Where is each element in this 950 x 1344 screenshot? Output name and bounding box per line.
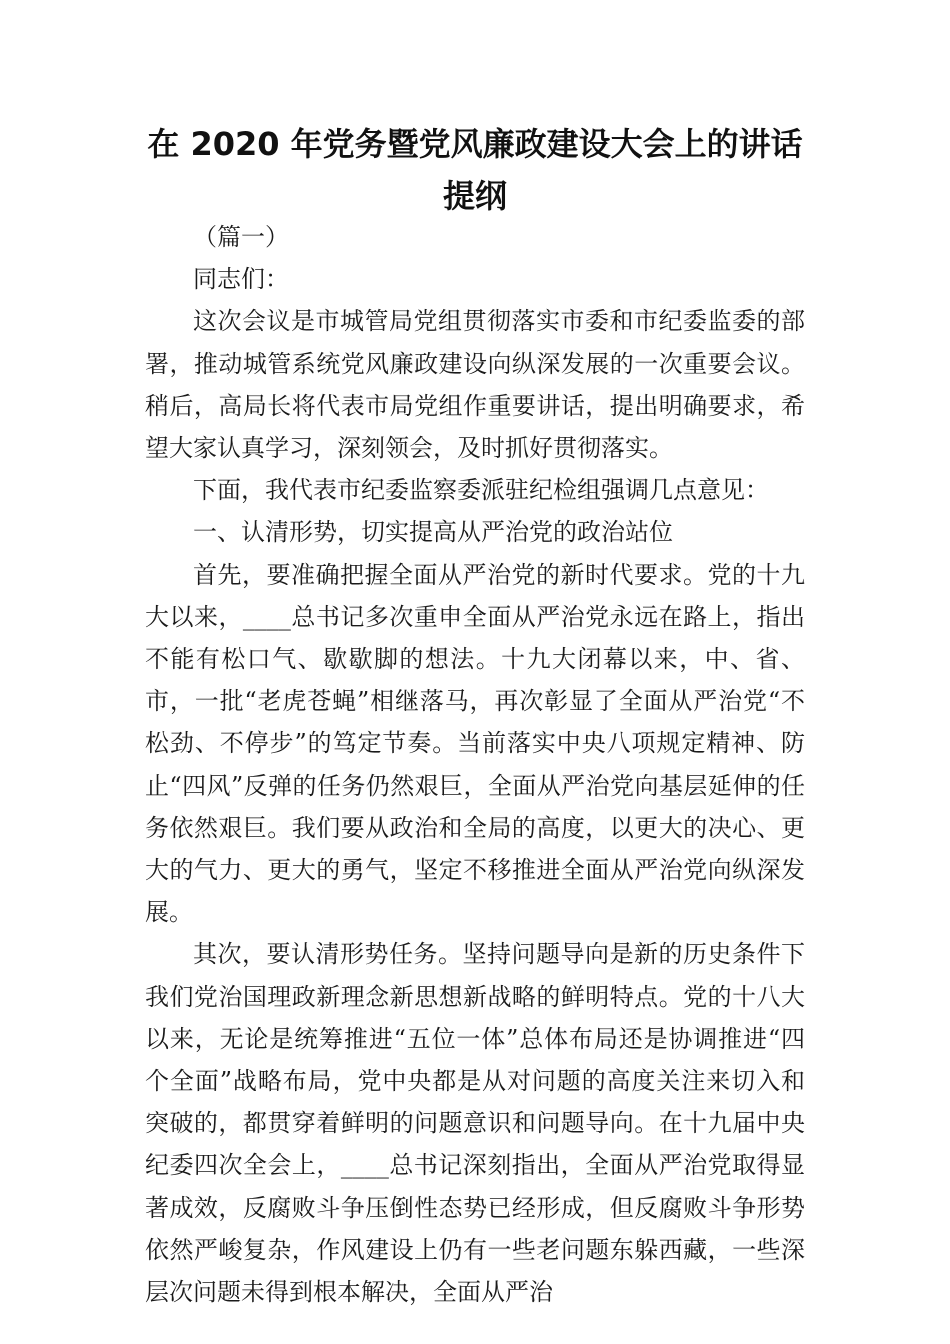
document-body [145, 216, 805, 1313]
section-heading-1: 一、认清形势，切实提高从严治党的政治站位 [193, 518, 673, 547]
salutation: 同志们： [193, 265, 289, 294]
paragraph-opinions: 下面，我代表市纪委监察委派驻纪检组强调几点意见： [193, 476, 769, 505]
paragraph-second: 其次，要认清形势任务。坚持问题导向是新的历史条件下我们党治国理政新理念新思想新战略的鲜明特点。党的十八大以来，无论是统筹推进“五位一体”总体布局还是协调推进“四个全面”战略布局，党中央都是从对问题的高度关注来切入和突破的，都贯穿着鲜明的问题意识和问题导向。在十九届中央纪委四次全会上，____总书记深刻指出，全面从严治党取得显著成效，反腐败斗争压倒性态势已经形成，但反腐败斗争形势依然严峻复杂，作风建设上仍有一些老问题东躲西藏，一些深层次问题未得到根本解决，全面从严治 [145, 940, 805, 1307]
paragraph-intro: 这次会议是市城管局党组贯彻落实市委和市纪委监委的部署，推动城管系统党风廉政建设向纵深发展的一次重要会议。稍后，高局长将代表市局党组作重要讲话，提出明确要求，希望大家认真学习，深刻领会，及时抓好贯彻落实。 [145, 307, 805, 463]
title-line-2: 提纲 [442, 177, 507, 215]
document-title [120, 118, 830, 222]
paragraph-first: 首先，要准确把握全面从严治党的新时代要求。党的十九大以来，____总书记多次重申全面从严治党永远在路上，指出不能有松口气、歇歇脚的想法。十九大闭幕以来，中、省、市，一批“老虎苍蝇”相继落马，再次彰显了全面从严治党“不松劲、不停步”的笃定节奏。当前落实中央八项规定精神、防止“四风”反弹的任务仍然艰巨，全面从严治党向基层延伸的任务依然艰巨。我们要从政治和全局的高度，以更大的决心、更大的气力、更大的勇气，坚定不移推进全面从严治党向纵深发展。 [145, 560, 805, 927]
title-line-1: 在 2020 年党务暨党风廉政建设大会上的讲话 [147, 125, 803, 163]
section-marker: （篇一） [193, 223, 289, 251]
